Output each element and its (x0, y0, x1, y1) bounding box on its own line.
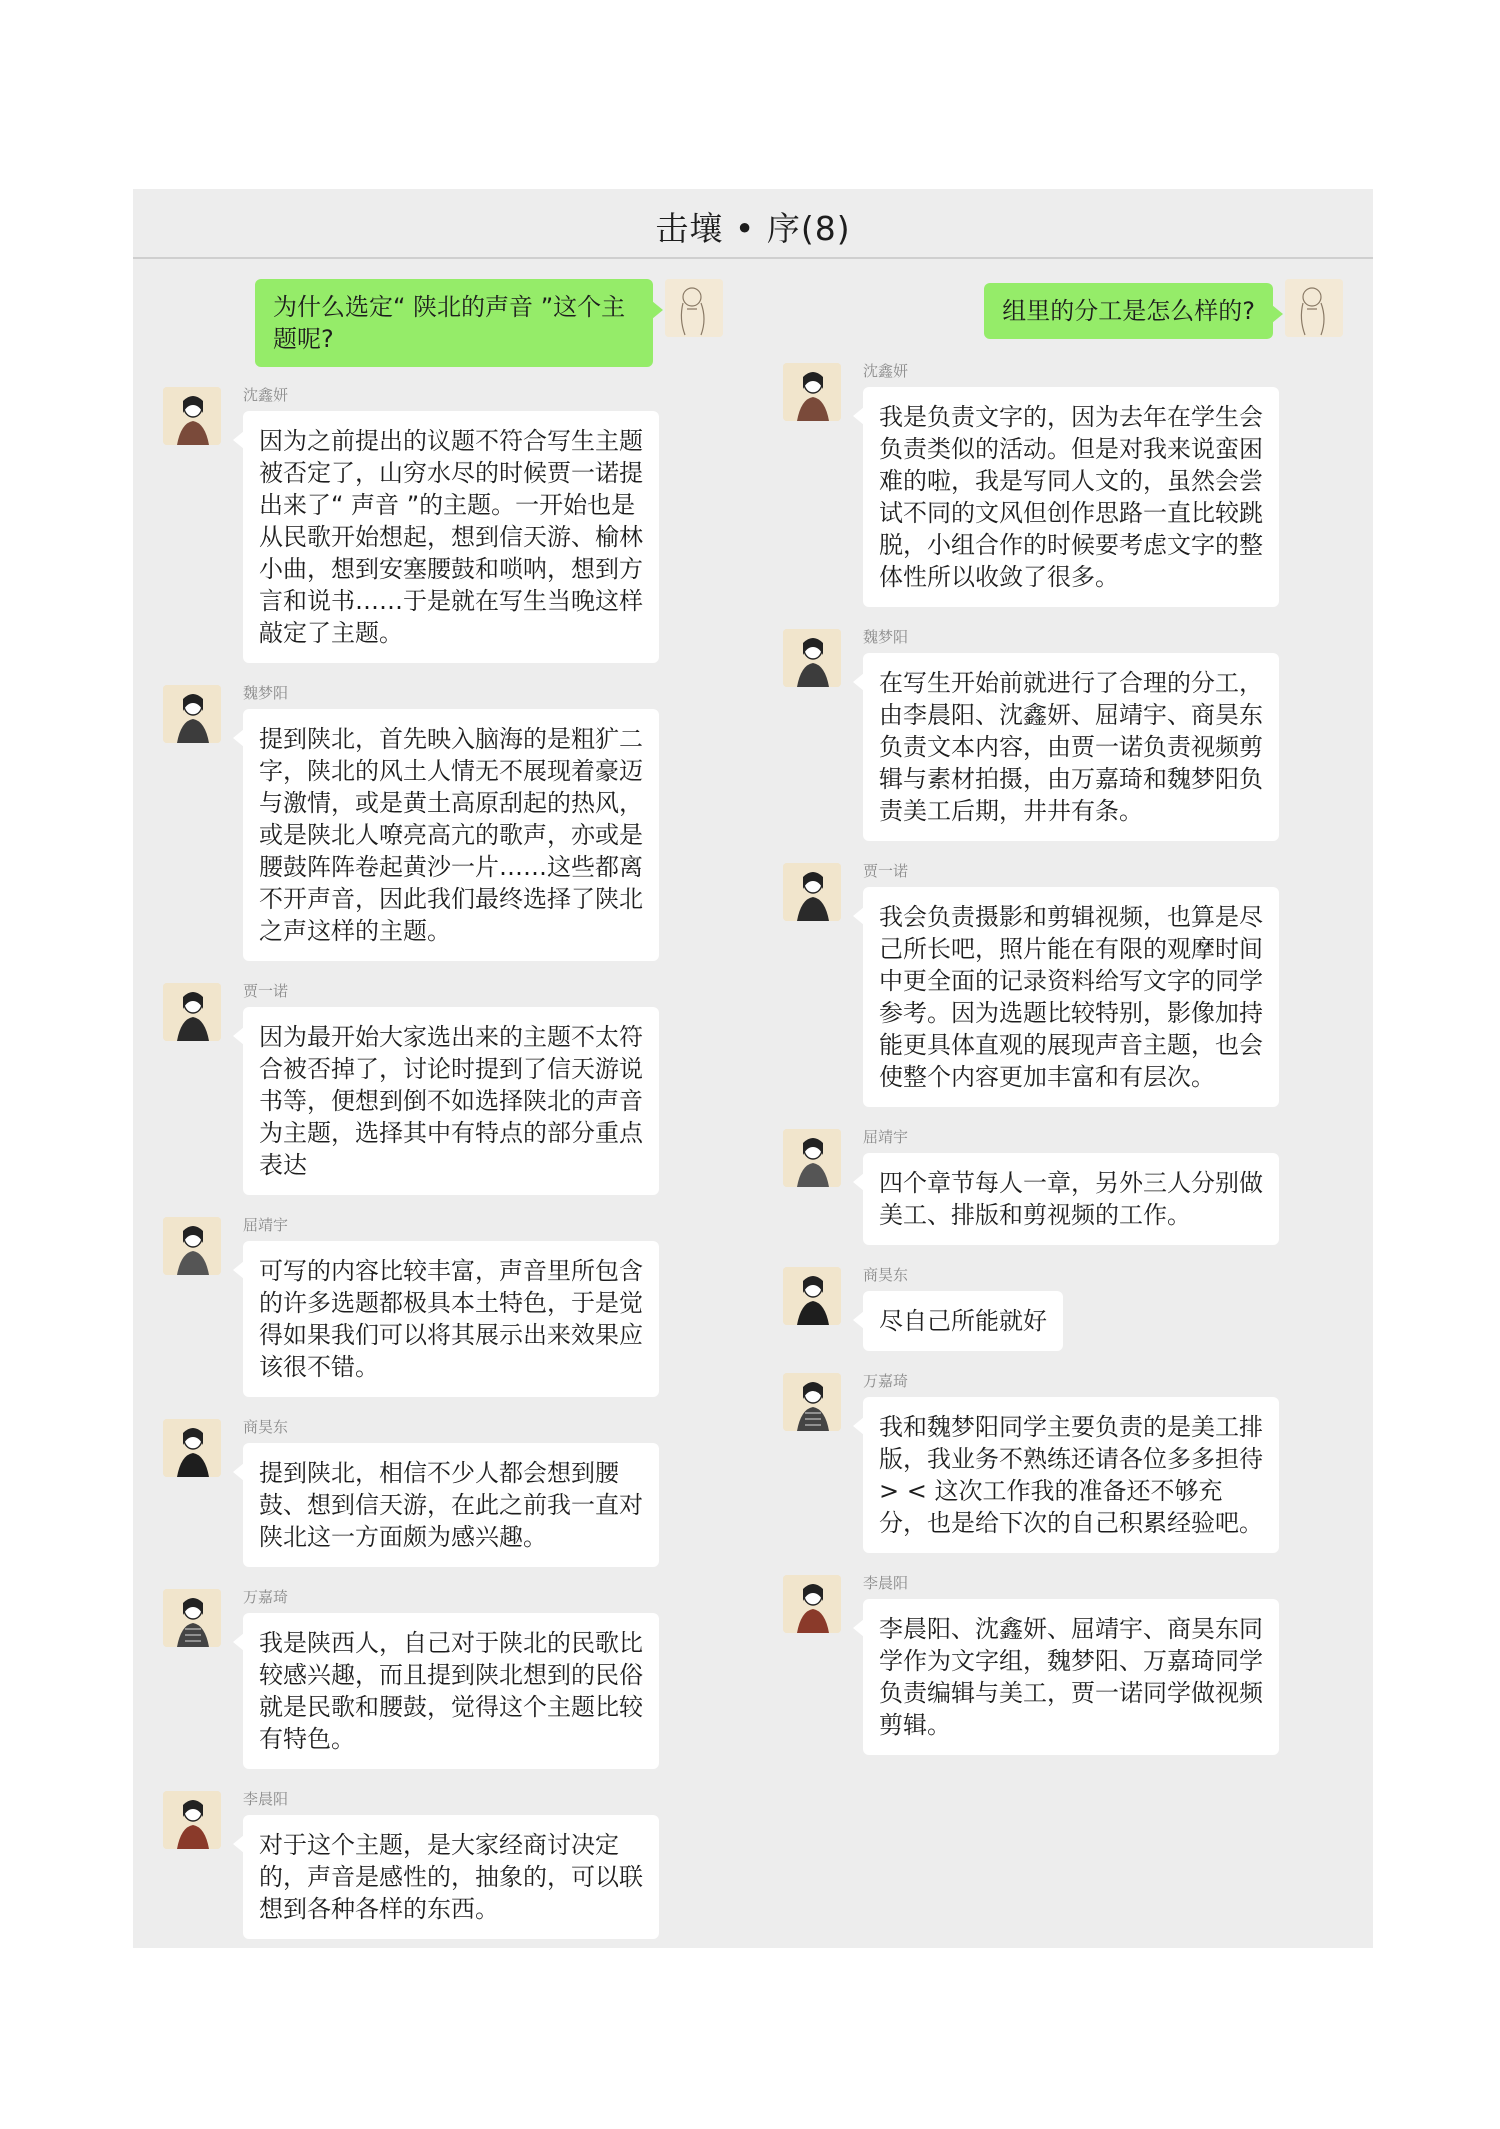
question-bubble[interactable]: 组里的分工是怎么样的? (984, 283, 1273, 339)
message-bubble[interactable]: 因为最开始大家选出来的主题不太符合被否掉了，讨论时提到了信天游说书等，便想到倒不如选择陕北的声音为主题，选择其中有特点的部分重点表达 (243, 1007, 659, 1195)
message-bubble[interactable]: 我会负责摄影和剪辑视频，也算是尽己所长吧，照片能在有限的观摩时间中更全面的记录资料给写文字的同学参考。因为选题比较特别，影像加持能更具体直观的展现声音主题，也会使整个内容更加丰富和有层次。 (863, 887, 1279, 1107)
message-bubble[interactable]: 我是陕西人，自己对于陕北的民歌比较感兴趣，而且提到陕北想到的民俗就是民歌和腰鼓，觉得这个主题比较有特色。 (243, 1613, 659, 1769)
outgoing-message (163, 279, 723, 379)
chat-panel (133, 189, 1373, 1948)
incoming-message (163, 1417, 723, 1567)
incoming-message (163, 683, 723, 961)
incoming-message (783, 1371, 1343, 1553)
incoming-message (163, 1215, 723, 1397)
avatar-icon[interactable] (163, 1589, 221, 1647)
incoming-message (783, 361, 1343, 607)
sender-name: 魏梦阳 (243, 684, 289, 702)
incoming-message (783, 1127, 1343, 1245)
outgoing-message (783, 279, 1343, 355)
avatar-icon[interactable] (163, 1791, 221, 1849)
message-bubble[interactable]: 在写生开始前就进行了合理的分工，由李晨阳、沈鑫妍、屈靖宇、商昊东负责文本内容，由贾一诺负责视频剪辑与素材拍摄，由万嘉琦和魏梦阳负责美工后期，井井有条。 (863, 653, 1279, 841)
sender-name: 屈靖宇 (863, 1128, 909, 1146)
sender-name: 商昊东 (863, 1266, 909, 1284)
incoming-message (163, 1587, 723, 1769)
avatar-icon[interactable] (783, 863, 841, 921)
incoming-message (163, 981, 723, 1195)
message-bubble[interactable]: 我是负责文字的，因为去年在学生会负责类似的活动。但是对我来说蛮困难的啦，我是写同人文的，虽然会尝试不同的文风但创作思路一直比较跳脱，小组合作的时候要考虑文字的整体性所以收敛了很多。 (863, 387, 1279, 607)
avatar-icon[interactable] (783, 629, 841, 687)
sender-name: 商昊东 (243, 1418, 289, 1436)
sender-name: 屈靖宇 (243, 1216, 289, 1234)
sender-name: 万嘉琦 (863, 1372, 909, 1390)
avatar-icon[interactable] (163, 685, 221, 743)
avatar-icon[interactable] (783, 1373, 841, 1431)
question-bubble[interactable]: 为什么选定“ 陕北的声音 ”这个主题呢? (255, 279, 653, 367)
message-bubble[interactable]: 对于这个主题，是大家经商讨决定的，声音是感性的，抽象的，可以联想到各种各样的东西。 (243, 1815, 659, 1939)
avatar-icon[interactable] (783, 1267, 841, 1325)
message-bubble[interactable]: 尽自己所能就好 (863, 1291, 1063, 1351)
sender-name: 李晨阳 (243, 1790, 289, 1808)
incoming-message (783, 627, 1343, 841)
incoming-message (783, 1573, 1343, 1755)
message-bubble[interactable]: 可写的内容比较丰富，声音里所包含的许多选题都极具本土特色，于是觉得如果我们可以将其展示出来效果应该很不错。 (243, 1241, 659, 1397)
self-avatar-icon[interactable] (665, 279, 723, 337)
sender-name: 贾一诺 (243, 982, 289, 1000)
avatar-icon[interactable] (163, 1419, 221, 1477)
chat-title: 击壤 • 序(8) (133, 189, 1373, 259)
incoming-message (783, 861, 1343, 1107)
incoming-message (163, 1789, 723, 1939)
avatar-icon[interactable] (783, 363, 841, 421)
incoming-message (783, 1265, 1343, 1351)
sender-name: 李晨阳 (863, 1574, 909, 1592)
message-bubble[interactable]: 因为之前提出的议题不符合写生主题被否定了，山穷水尽的时候贾一诺提出来了“ 声音 ”的主题。一开始也是从民歌开始想起，想到信天游、榆林小曲，想到安塞腰鼓和唢呐，想到方言和说书……于是就在写生当晚这样敲定了主题。 (243, 411, 659, 663)
incoming-message (163, 385, 723, 663)
message-bubble[interactable]: 我和魏梦阳同学主要负责的是美工排版，我业务不熟练还请各位多多担待 > < 这次工作我的准备还不够充分，也是给下次的自己积累经验吧。 (863, 1397, 1279, 1553)
avatar-icon[interactable] (783, 1129, 841, 1187)
avatar-icon[interactable] (163, 387, 221, 445)
chat-column-right (783, 279, 1343, 1775)
message-bubble[interactable]: 李晨阳、沈鑫妍、屈靖宇、商昊东同学作为文字组，魏梦阳、万嘉琦同学负责编辑与美工，贾一诺同学做视频剪辑。 (863, 1599, 1279, 1755)
sender-name: 沈鑫妍 (863, 362, 909, 380)
avatar-icon[interactable] (163, 1217, 221, 1275)
self-avatar-icon[interactable] (1285, 279, 1343, 337)
sender-name: 魏梦阳 (863, 628, 909, 646)
avatar-icon[interactable] (783, 1575, 841, 1633)
sender-name: 贾一诺 (863, 862, 909, 880)
avatar-icon[interactable] (163, 983, 221, 1041)
chat-column-left (163, 279, 723, 1959)
sender-name: 万嘉琦 (243, 1588, 289, 1606)
message-bubble[interactable]: 提到陕北，相信不少人都会想到腰鼓、想到信天游，在此之前我一直对陕北这一方面颇为感兴趣。 (243, 1443, 659, 1567)
message-bubble[interactable]: 提到陕北，首先映入脑海的是粗犷二字，陕北的风土人情无不展现着豪迈与激情，或是黄土高原刮起的热风，或是陕北人嘹亮高亢的歌声，亦或是腰鼓阵阵卷起黄沙一片……这些都离不开声音，因此我们最终选择了陕北之声这样的主题。 (243, 709, 659, 961)
message-bubble[interactable]: 四个章节每人一章，另外三人分别做美工、排版和剪视频的工作。 (863, 1153, 1279, 1245)
sender-name: 沈鑫妍 (243, 386, 289, 404)
